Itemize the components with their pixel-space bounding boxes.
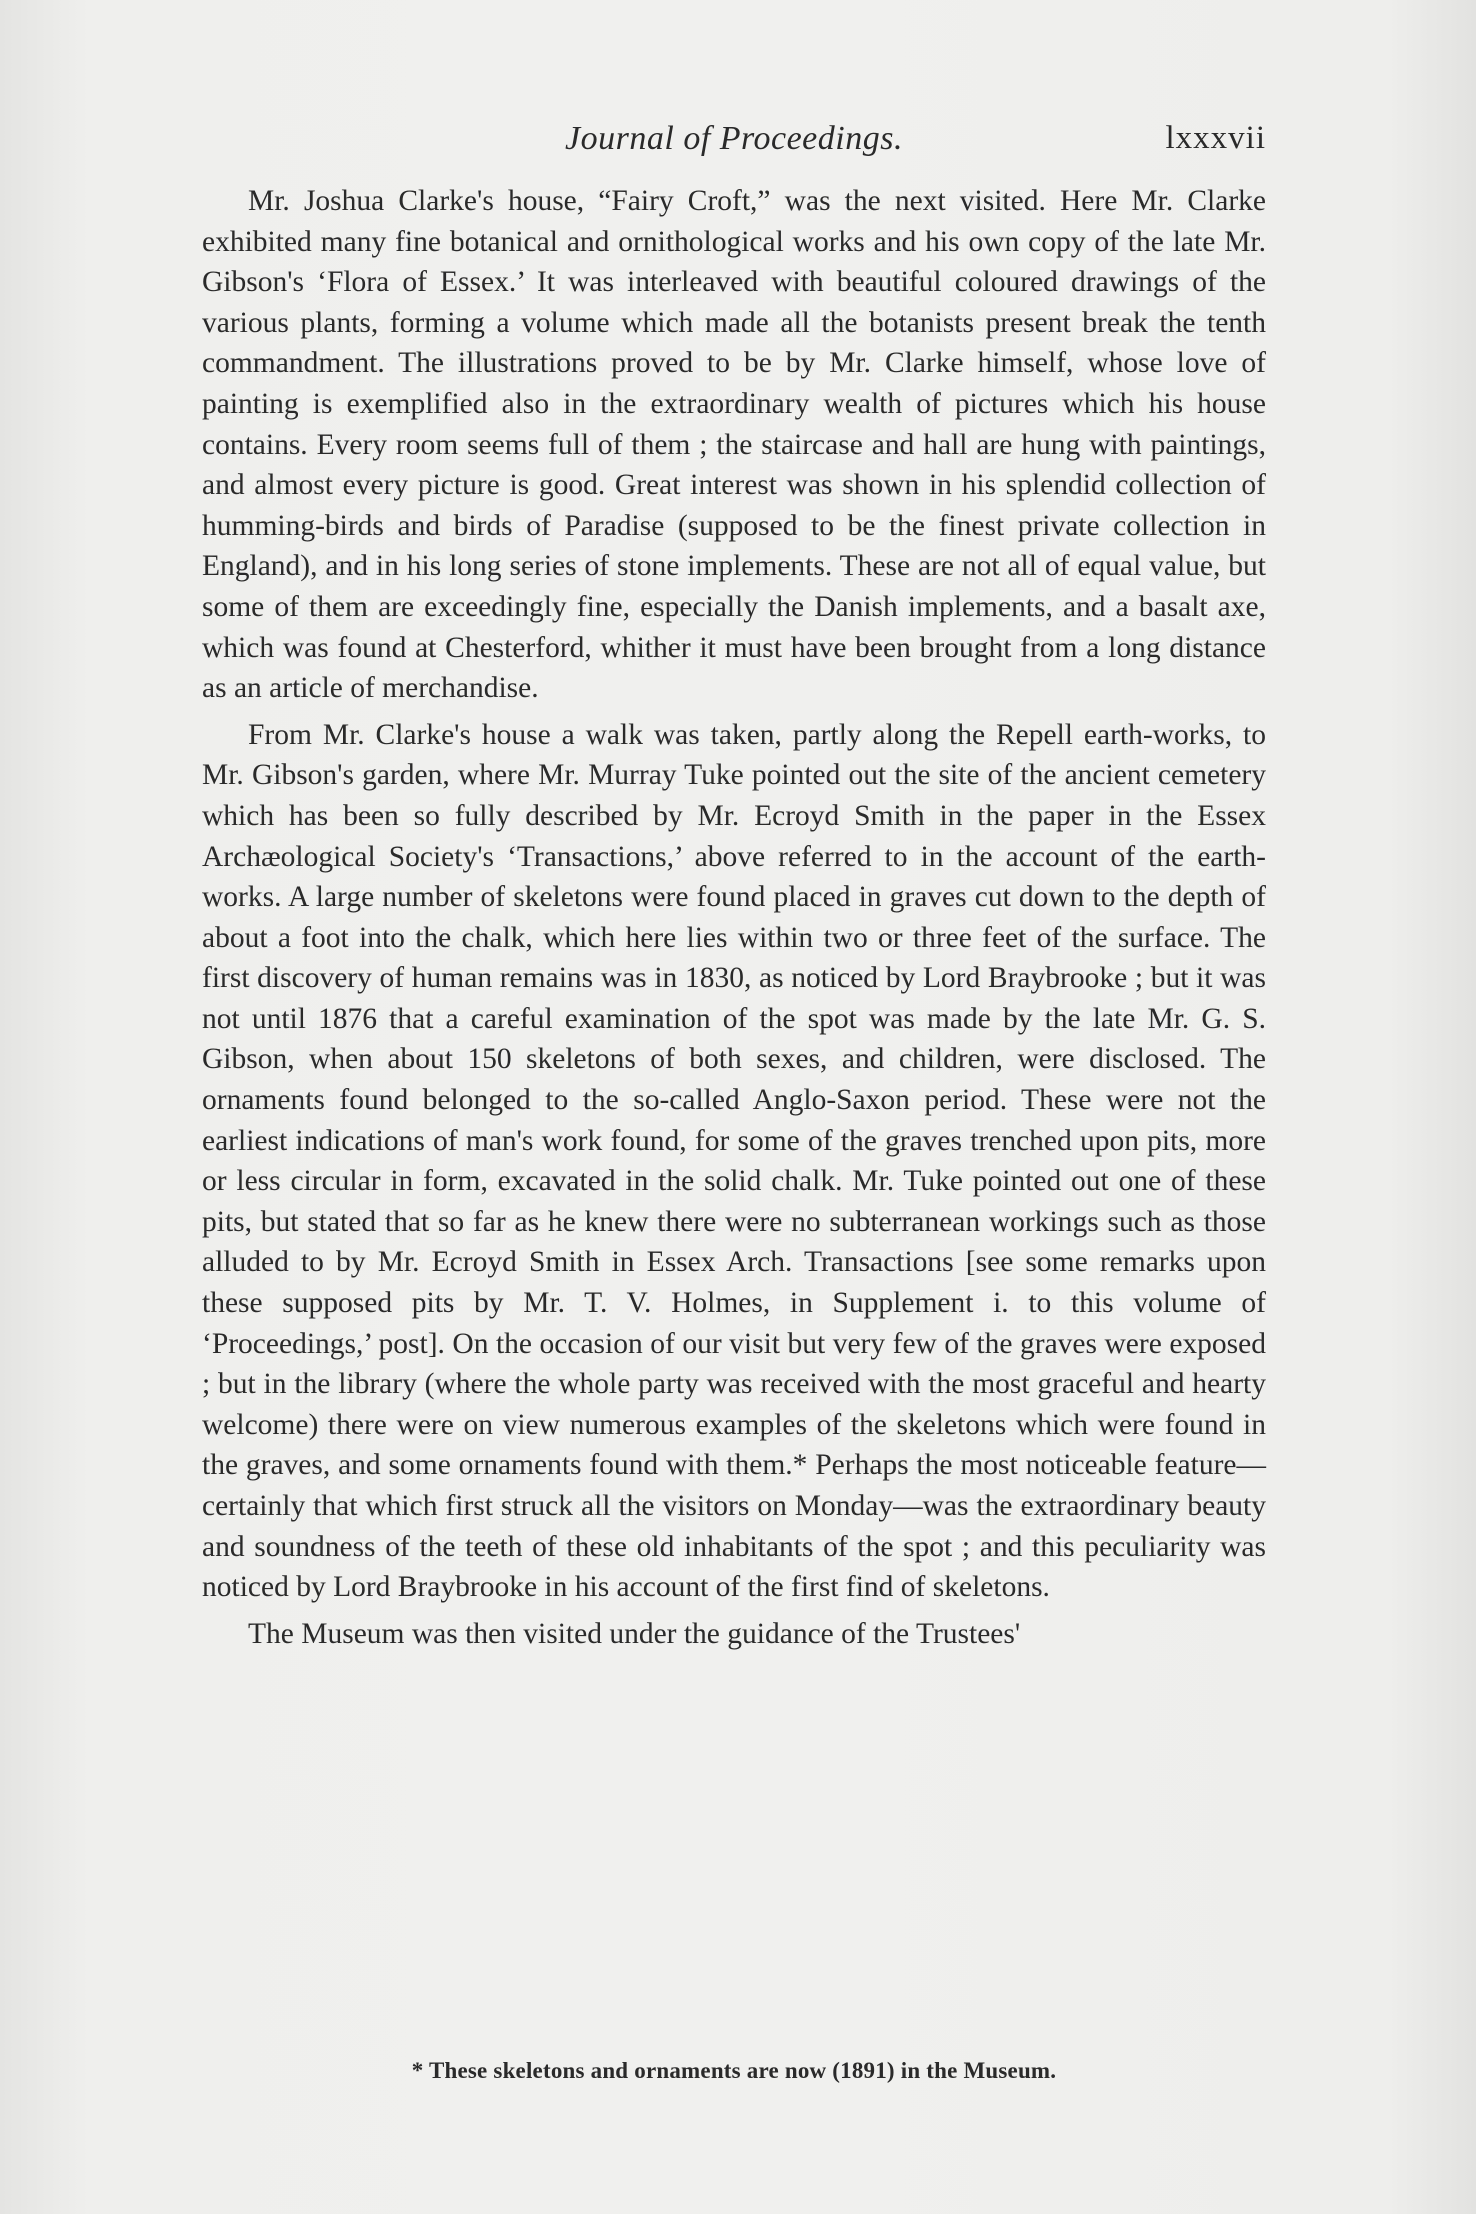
running-title: Journal of Proceedings. [565, 120, 903, 157]
page-number: lxxxvii [1165, 120, 1266, 156]
paragraph-fairy-croft: Mr. Joshua Clarke's house, “Fairy Croft,” was the next visited. Here Mr. Clarke exhibited many fine botanical and ornithological works and his own copy of the late Mr. Gibson's ‘Flora of Essex.’ It was interleaved with beautiful coloured drawings of the various plants, forming a volume which made all the botanists present break the tenth commandment. The illustrations proved to be by Mr. Clarke himself, whose love of painting is exemplified also in the extraordinary wealth of pictures which his house contains. Every room seems full of them ; the staircase and hall are hung with paintings, and almost every picture is good. Great interest was shown in his splendid collection of humming-birds and birds of Paradise (supposed to be the finest private collection in England), and in his long series of stone implements. These are not all of equal value, but some of them are exceedingly fine, especially the Danish implements, and a basalt axe, which was found at Chesterford, whither it must have been brought from a long distance as an article of merchandise. [202, 185, 1266, 705]
paragraph-cemetery: From Mr. Clarke's house a walk was taken, partly along the Repell earth-works, to Mr. Gibson's garden, where Mr. Murray Tuke pointed out the site of the ancient cemetery which has been so fully described by Mr. Ecroyd Smith in the paper in the Essex Archæological Society's ‘Transactions,’ above referred to in the account of the earth-works. A large number of skeletons were found placed in graves cut down to the depth of about a foot into the chalk, which here lies within two or three feet of the surface. The first discovery of human remains was in 1830, as noticed by Lord Braybrooke ; but it was not until 1876 that a careful examination of the spot was made by the late Mr. G. S. Gibson, when about 150 skeletons of both sexes, and children, were disclosed. The ornaments found belonged to the so-called Anglo-Saxon period. These were not the earliest indications of man's work found, for some of the graves trenched upon pits, more or less circular in form, excavated in the solid chalk. Mr. Tuke pointed out one of these pits, but stated that so far as he knew there were no subterranean workings such as those alluded to by Mr. Ecroyd Smith in Essex Arch. Transactions [see some remarks upon these supposed pits by Mr. T. V. Holmes, in Supplement i. to this volume of ‘Proceedings,’ post]. On the occasion of our visit but very few of the graves were exposed ; but in the library (where the whole party was received with the most graceful and hearty welcome) there were on view numerous examples of the skeletons which were found in the graves, and some ornaments found with them.* Perhaps the most noticeable feature—certainly that which first struck all the visitors on Monday—was the extraordinary beauty and soundness of the teeth of these old inhabitants of the spot ; and this peculiarity was noticed by Lord Braybrooke in his account of the first find of skeletons. [202, 718, 1266, 1604]
paragraph-museum: The Museum was then visited under the guidance of the Trustees' [248, 1617, 1021, 1650]
footnote: * These skeletons and ornaments are now (1891) in the Museum. [411, 2058, 1057, 2083]
body-text [202, 181, 1266, 1654]
page-header [202, 120, 1266, 168]
